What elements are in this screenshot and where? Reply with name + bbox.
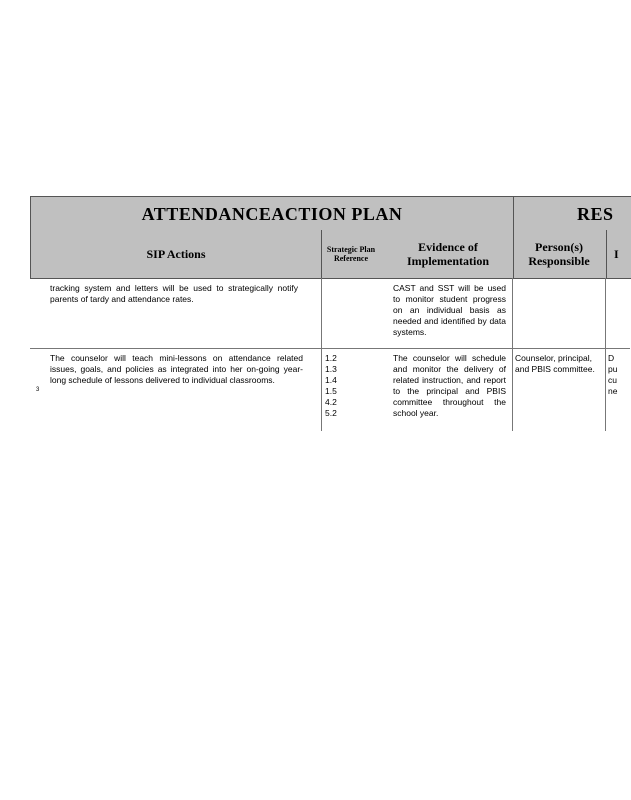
ref-item: 1.5 <box>325 386 337 396</box>
header-evidence: Evidence of Implementation <box>407 240 489 268</box>
header-extra: I <box>614 246 619 261</box>
ref-item: 1.4 <box>325 375 337 385</box>
row-marker: 3 <box>36 387 40 393</box>
ref-item: 5.2 <box>325 408 337 418</box>
row-person: Counselor, principal, and PBIS committee. <box>515 353 595 374</box>
row-refs <box>325 353 365 419</box>
row-evidence: The counselor will schedule and monitor the delivery of related instruction, and report to the principal and PBIS committee throughout the school year. <box>393 353 506 418</box>
ref-item: 1.3 <box>325 364 337 374</box>
column-divider <box>605 278 606 431</box>
page-title-right: RES <box>577 203 614 224</box>
row-divider <box>30 348 630 349</box>
header-divider <box>606 230 607 278</box>
column-divider <box>321 278 322 431</box>
table-header <box>30 230 631 279</box>
row-action: The counselor will teach mini-lessons on attendance related issues, goals, and policies as integrated into her on-going year-long schedule of lessons delivered to individual classrooms. <box>50 353 303 385</box>
row-evidence: CAST and SST will be used to monitor student progress on an individual basis as needed and identified by data systems. <box>393 283 506 337</box>
row-action: tracking system and letters will be used to strategically notify parents of tardy and attendance rates. <box>50 283 298 304</box>
column-divider <box>512 278 513 431</box>
title-divider <box>513 197 514 231</box>
header-sip-actions: SIP Actions <box>146 246 206 261</box>
ref-item: 4.2 <box>325 397 337 407</box>
ref-item: 1.2 <box>325 353 337 363</box>
page-title: ATTENDANCEACTION PLAN <box>141 203 403 224</box>
row-extra: D pu cu ne <box>608 353 618 396</box>
header-person-responsible: Person(s) Responsible <box>528 240 590 268</box>
title-band <box>30 196 631 232</box>
header-strategic-ref: Strategic Plan Reference <box>326 245 376 263</box>
